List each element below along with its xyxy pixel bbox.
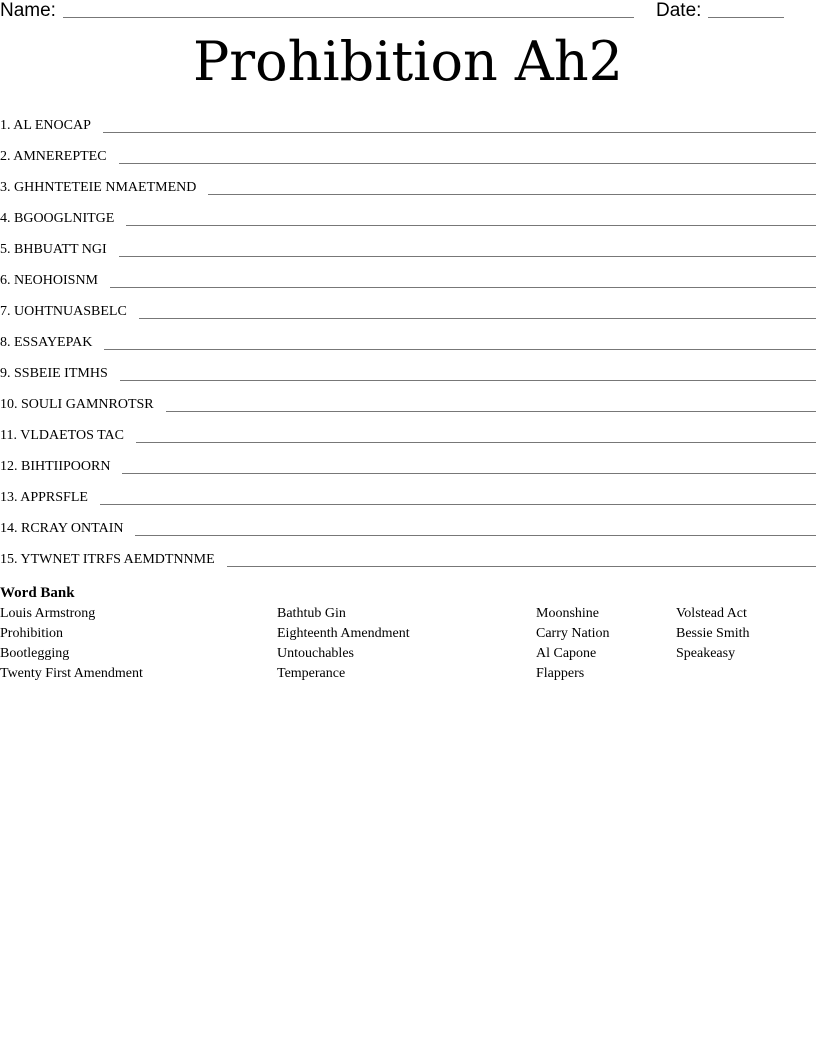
scrambled-word: 14. RCRAY ONTAIN — [0, 521, 124, 536]
scrambled-word: 9. SSBEIE ITMHS — [0, 366, 108, 381]
answer-line — [119, 255, 816, 257]
answer-line — [103, 131, 816, 133]
name-label: Name: — [0, 0, 56, 21]
answer-line — [126, 224, 816, 226]
answer-line — [227, 565, 816, 567]
page-title: Prohibition Ah2 — [192, 30, 624, 93]
scrambled-word: 8. ESSAYEPAK — [0, 335, 93, 350]
word-bank-item: Speakeasy — [676, 646, 736, 661]
question-row — [0, 357, 816, 388]
answer-line — [208, 193, 816, 195]
question-row — [0, 295, 816, 326]
word-bank-column — [0, 604, 143, 684]
answer-line — [135, 534, 816, 536]
answer-line — [136, 441, 816, 443]
date-blank-line — [708, 17, 784, 18]
scrambled-word: 15. YTWNET ITRFS AEMDTNNME — [0, 552, 215, 567]
word-bank-grid — [0, 604, 816, 684]
word-bank — [0, 584, 816, 684]
answer-line — [139, 317, 816, 319]
word-bank-item: Louis Armstrong — [0, 606, 96, 621]
word-bank-column — [536, 604, 609, 684]
scrambled-word: 6. NEOHOISNM — [0, 273, 98, 288]
word-bank-item: Prohibition — [0, 626, 64, 641]
question-row — [0, 419, 816, 450]
word-bank-item: Moonshine — [536, 606, 599, 621]
question-row — [0, 450, 816, 481]
word-bank-item: Temperance — [277, 666, 346, 681]
scrambled-word: 7. UOHTNUASBELC — [0, 304, 127, 319]
question-row — [0, 543, 816, 574]
scrambled-word: 5. BHBUATT NGI — [0, 242, 107, 257]
word-bank-item: Flappers — [536, 666, 585, 681]
word-bank-item: Twenty First Amendment — [0, 666, 143, 681]
answer-line — [122, 472, 816, 474]
word-bank-item: Bessie Smith — [676, 626, 750, 641]
scrambled-word: 1. AL ENOCAP — [0, 118, 91, 133]
question-row — [0, 202, 816, 233]
word-bank-item: Bootlegging — [0, 646, 70, 661]
question-row — [0, 326, 816, 357]
question-row — [0, 171, 816, 202]
scrambled-word: 4. BGOOGLNITGE — [0, 211, 115, 226]
scrambled-word: 12. BIHTIIPOORN — [0, 459, 111, 474]
question-row — [0, 388, 816, 419]
word-bank-column — [277, 604, 410, 684]
question-row — [0, 264, 816, 295]
question-row — [0, 481, 816, 512]
scrambled-word: 11. VLDAETOS TAC — [0, 428, 124, 443]
word-bank-column — [676, 604, 750, 664]
answer-line — [100, 503, 816, 505]
answer-line — [104, 348, 816, 350]
word-bank-item: Carry Nation — [536, 626, 610, 641]
scrambled-word: 10. SOULI GAMNROTSR — [0, 397, 154, 412]
answer-line — [110, 286, 816, 288]
word-bank-title: Word Bank — [0, 585, 75, 601]
date-label: Date: — [656, 0, 702, 21]
name-blank-line — [63, 17, 634, 18]
answer-line — [166, 410, 816, 412]
scrambled-word: 13. APPRSFLE — [0, 490, 88, 505]
word-bank-item: Volstead Act — [676, 606, 747, 621]
word-bank-item: Eighteenth Amendment — [277, 626, 410, 641]
scrambled-word: 3. GHHNTETEIE NMAETMEND — [0, 180, 197, 195]
worksheet-header — [0, 0, 816, 24]
answer-line — [120, 379, 816, 381]
question-row — [0, 140, 816, 171]
scrambled-word: 2. AMNEREPTEC — [0, 149, 107, 164]
word-bank-item: Bathtub Gin — [277, 606, 346, 621]
word-bank-item: Al Capone — [536, 646, 597, 661]
answer-line — [119, 162, 816, 164]
question-row — [0, 109, 816, 140]
question-row — [0, 512, 816, 543]
word-bank-item: Untouchables — [277, 646, 354, 661]
question-row — [0, 233, 816, 264]
question-list — [0, 109, 816, 574]
